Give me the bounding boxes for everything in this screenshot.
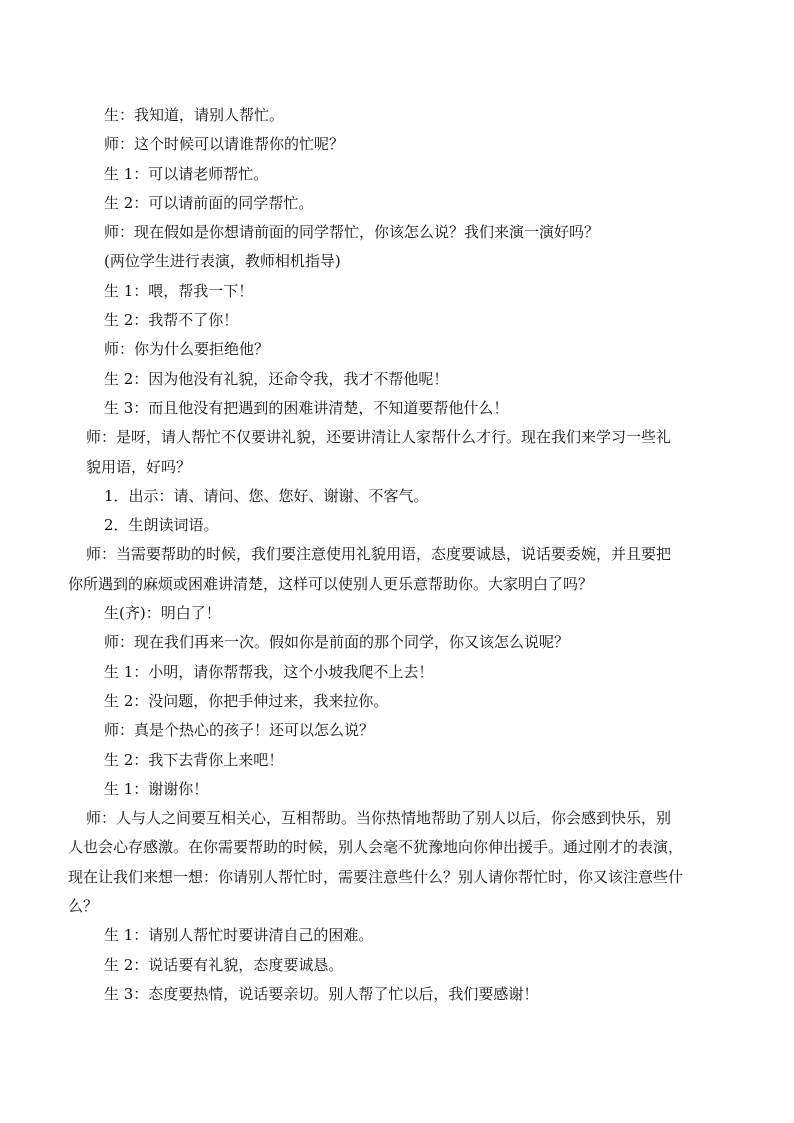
dialogue-line: 生 2：我帮不了你！	[104, 311, 239, 330]
list-item: 1．出示：请、请问、您、您好、谢谢、不客气。	[104, 486, 429, 505]
paragraph-line: 师：人与人之间要互相关心，互相帮助。当你热情地帮助了别人以后，你会感到快乐，别	[86, 809, 672, 828]
paragraph-line: 貌用语，好吗？	[86, 457, 192, 476]
paragraph-line: 人也会心存感激。在你需要帮助的时候，别人会毫不犹豫地向你伸出援手。通过刚才的表演，	[68, 838, 684, 857]
paragraph-line: 你所遇到的麻烦或困难讲清楚，这样可以使别人更乐意帮助你。大家明白了吗？	[68, 574, 594, 593]
dialogue-line: 师：现在我们再来一次。假如你是前面的那个同学，你又该怎么说呢？	[104, 633, 570, 652]
dialogue-line: 生 2：我下去背你上来吧！	[104, 750, 284, 769]
list-item: 2．生朗读词语。	[104, 516, 219, 535]
paragraph-line: 师：是呀，请人帮忙不仅要讲礼貌，还要讲清让人家帮什么才行。现在我们来学习一些礼	[86, 428, 672, 447]
dialogue-line: 生：我知道，请别人帮忙。	[104, 106, 285, 124]
dialogue-line: 生 2：没问题，你把手伸过来，我来拉你。	[104, 691, 389, 710]
dialogue-line: 生 1：小明，请你帮帮我，这个小坡我爬不上去！	[104, 662, 434, 681]
dialogue-line: 生 2：说话要有礼貌，态度要诚恳。	[104, 955, 344, 974]
document-body	[68, 101, 724, 1009]
dialogue-line: 生 2：因为他没有礼貌，还命令我，我才不帮他呢！	[104, 369, 449, 388]
paragraph-line: 师：当需要帮助的时候，我们要注意使用礼貌用语，态度要诚恳，说话要委婉，并且要把	[86, 545, 672, 564]
dialogue-line: 生(齐)：明白了！	[104, 604, 221, 623]
paragraph-line: 么？	[68, 897, 99, 916]
dialogue-line: 生 2：可以请前面的同学帮忙。	[104, 193, 314, 212]
dialogue-line: 师：这个时候可以请谁帮你的忙呢？	[104, 135, 345, 154]
dialogue-line: 生 3：而且他没有把遇到的困难讲清楚，不知道要帮他什么！	[104, 398, 509, 417]
dialogue-line: 师：真是个热心的孩子！还可以怎么说？	[104, 721, 375, 740]
dialogue-line: 师：现在假如是你想请前面的同学帮忙，你该怎么说？我们来演一演好吗？	[104, 223, 600, 242]
dialogue-line: 生 1：谢谢你！	[104, 779, 209, 798]
dialogue-line: 生 1：喂，帮我一下！	[104, 281, 254, 300]
stage-direction: (两位学生进行表演，教师相机指导)	[104, 252, 341, 271]
dialogue-line: 生 1：可以请老师帮忙。	[104, 164, 269, 183]
dialogue-line: 师：你为什么要拒绝他？	[104, 340, 270, 359]
dialogue-line: 生 3：态度要热情，说话要亲切。别人帮了忙以后，我们要感谢！	[104, 984, 539, 1003]
dialogue-line: 生 1：请别人帮忙时要讲清自己的困难。	[104, 926, 374, 945]
paragraph-line: 现在让我们来想一想：你请别人帮忙时，需要注意些什么？别人请你帮忙时，你又该注意些什	[68, 867, 684, 886]
